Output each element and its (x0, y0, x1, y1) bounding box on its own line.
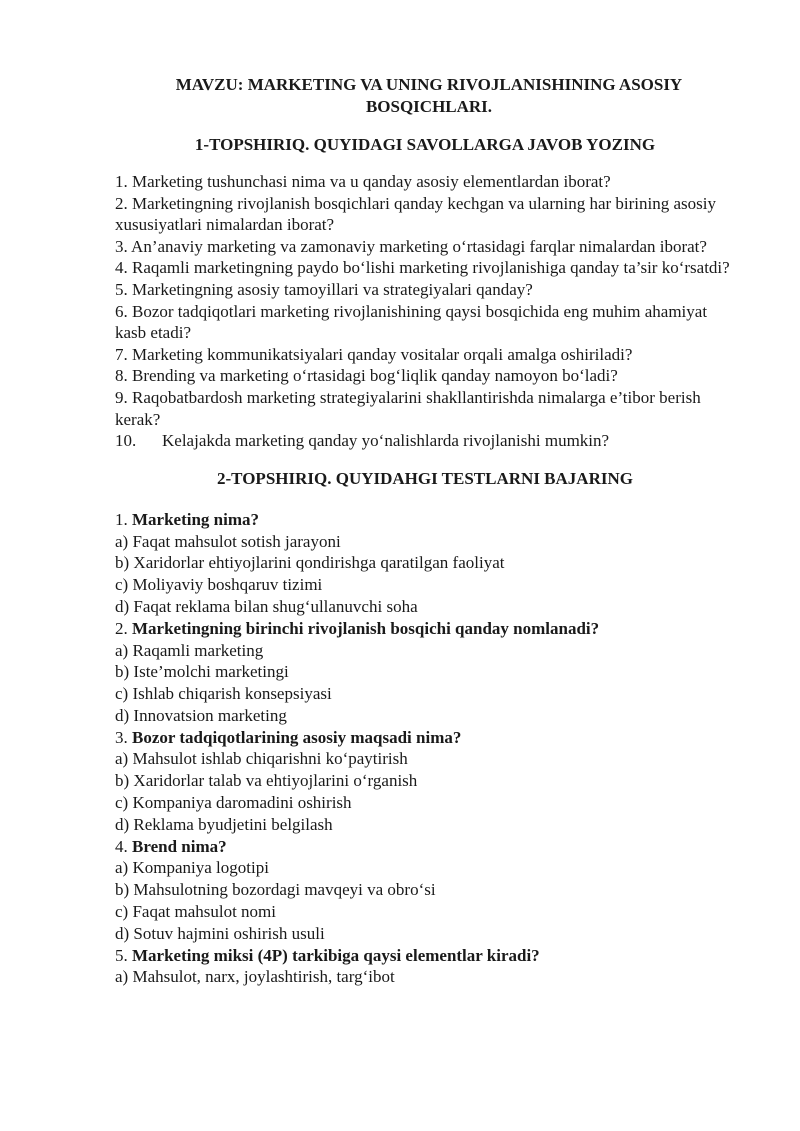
test-option: d) Innovatsion marketing (115, 705, 287, 725)
question-text: Kelajakda marketing qanday yo‘nalishlarda rivojlanishi mumkin? (162, 431, 610, 451)
test-option: c) Kompaniya daromadini oshirish (115, 793, 352, 813)
test-question (115, 836, 735, 858)
question-item: 2. Marketingning rivojlanish bosqichlari qanday kechgan va ularning har birining asosiy xususiyatlari nimalardan iborat? (115, 193, 717, 235)
test-question-text: Marketingning birinchi rivojlanish bosqichi qanday nomlanadi? (132, 618, 600, 638)
test-item (115, 836, 735, 945)
question-number: 10. (115, 431, 137, 451)
test-question-text: Brend nima? (132, 836, 227, 856)
question-item: 6. Bozor tadqiqotlari marketing rivojlanishining qaysi bosqichida eng muhim ahamiyat kasb etadi? (115, 301, 708, 343)
test-number: 3. (115, 727, 128, 747)
question-item: 9. Raqobatbardosh marketing strategiyalarini shakllantirishda nimalarga e’tibor berish kerak? (115, 387, 701, 429)
test-question-text: Marketing nima? (132, 509, 260, 529)
test-item (115, 945, 735, 989)
test-number: 4. (115, 836, 128, 856)
test-question (115, 509, 735, 531)
test-option: d) Faqat reklama bilan shug‘ullanuvchi soha (115, 596, 418, 616)
test-question (115, 727, 735, 749)
test-option: d) Sotuv hajmini oshirish usuli (115, 923, 325, 943)
test-option: c) Faqat mahsulot nomi (115, 902, 277, 922)
document-title: MAVZU: MARKETING VA UNING RIVOJLANISHINING ASOSIY BOSQICHLARI. (175, 75, 683, 116)
question-item: 5. Marketingning asosiy tamoyillari va strategiyalari qanday? (115, 279, 533, 299)
test-option: d) Reklama byudjetini belgilash (115, 814, 333, 834)
test-option: a) Mahsulot, narx, joylashtirish, targ‘ibot (115, 967, 395, 987)
question-item: 3. An’anaviy marketing va zamonaviy marketing o‘rtasidagi farqlar nimalardan iborat? (115, 236, 707, 256)
test-option: a) Faqat mahsulot sotish jarayoni (115, 531, 341, 551)
test-question (115, 945, 735, 967)
test-question (115, 618, 735, 640)
test-question-text: Bozor tadqiqotlarining asosiy maqsadi nima? (132, 727, 462, 747)
test-option: a) Mahsulot ishlab chiqarishni ko‘paytirish (115, 749, 408, 769)
test-option: a) Kompaniya logotipi (115, 858, 269, 878)
question-item: 7. Marketing kommunikatsiyalari qanday vositalar orqali amalga oshiriladi? (115, 344, 633, 364)
test-number: 2. (115, 618, 128, 638)
test-option: b) Xaridorlar talab va ehtiyojlarini o‘rganish (115, 771, 418, 791)
question-item: 1. Marketing tushunchasi nima va u qanday asosiy elementlardan iborat? (115, 172, 611, 191)
task1-question-list (115, 171, 735, 452)
document-page (115, 74, 735, 988)
test-option: c) Ishlab chiqarish konsepsiyasi (115, 684, 332, 704)
test-number: 1. (115, 509, 128, 529)
task1-heading: 1-TOPSHIRIQ. QUYIDAGI SAVOLLARGA JAVOB YOZING (194, 135, 656, 154)
test-item (115, 727, 735, 836)
question-item: 8. Brending va marketing o‘rtasidagi bog‘liqlik qanday namoyon bo‘ladi? (115, 366, 618, 386)
test-option: a) Raqamli marketing (115, 640, 264, 660)
test-item (115, 509, 735, 618)
task2-heading: 2-TOPSHIRIQ. QUYIDAHGI TESTLARNI BAJARING (217, 468, 633, 488)
test-question-text: Marketing miksi (4P) tarkibiga qaysi elementlar kiradi? (132, 945, 540, 965)
test-option: b) Iste’molchi marketingi (115, 662, 289, 682)
question-item (115, 430, 735, 452)
question-item: 4. Raqamli marketingning paydo bo‘lishi marketing rivojlanishiga qanday ta’sir ko‘rsatdi? (115, 258, 730, 278)
test-option: c) Moliyaviy boshqaruv tizimi (115, 575, 323, 595)
task2-test-list (115, 509, 735, 989)
test-item (115, 618, 735, 727)
test-option: b) Mahsulotning bozordagi mavqeyi va obro‘si (115, 880, 436, 900)
test-option: b) Xaridorlar ehtiyojlarini qondirishga qaratilgan faoliyat (115, 553, 505, 573)
test-number: 5. (115, 945, 128, 965)
